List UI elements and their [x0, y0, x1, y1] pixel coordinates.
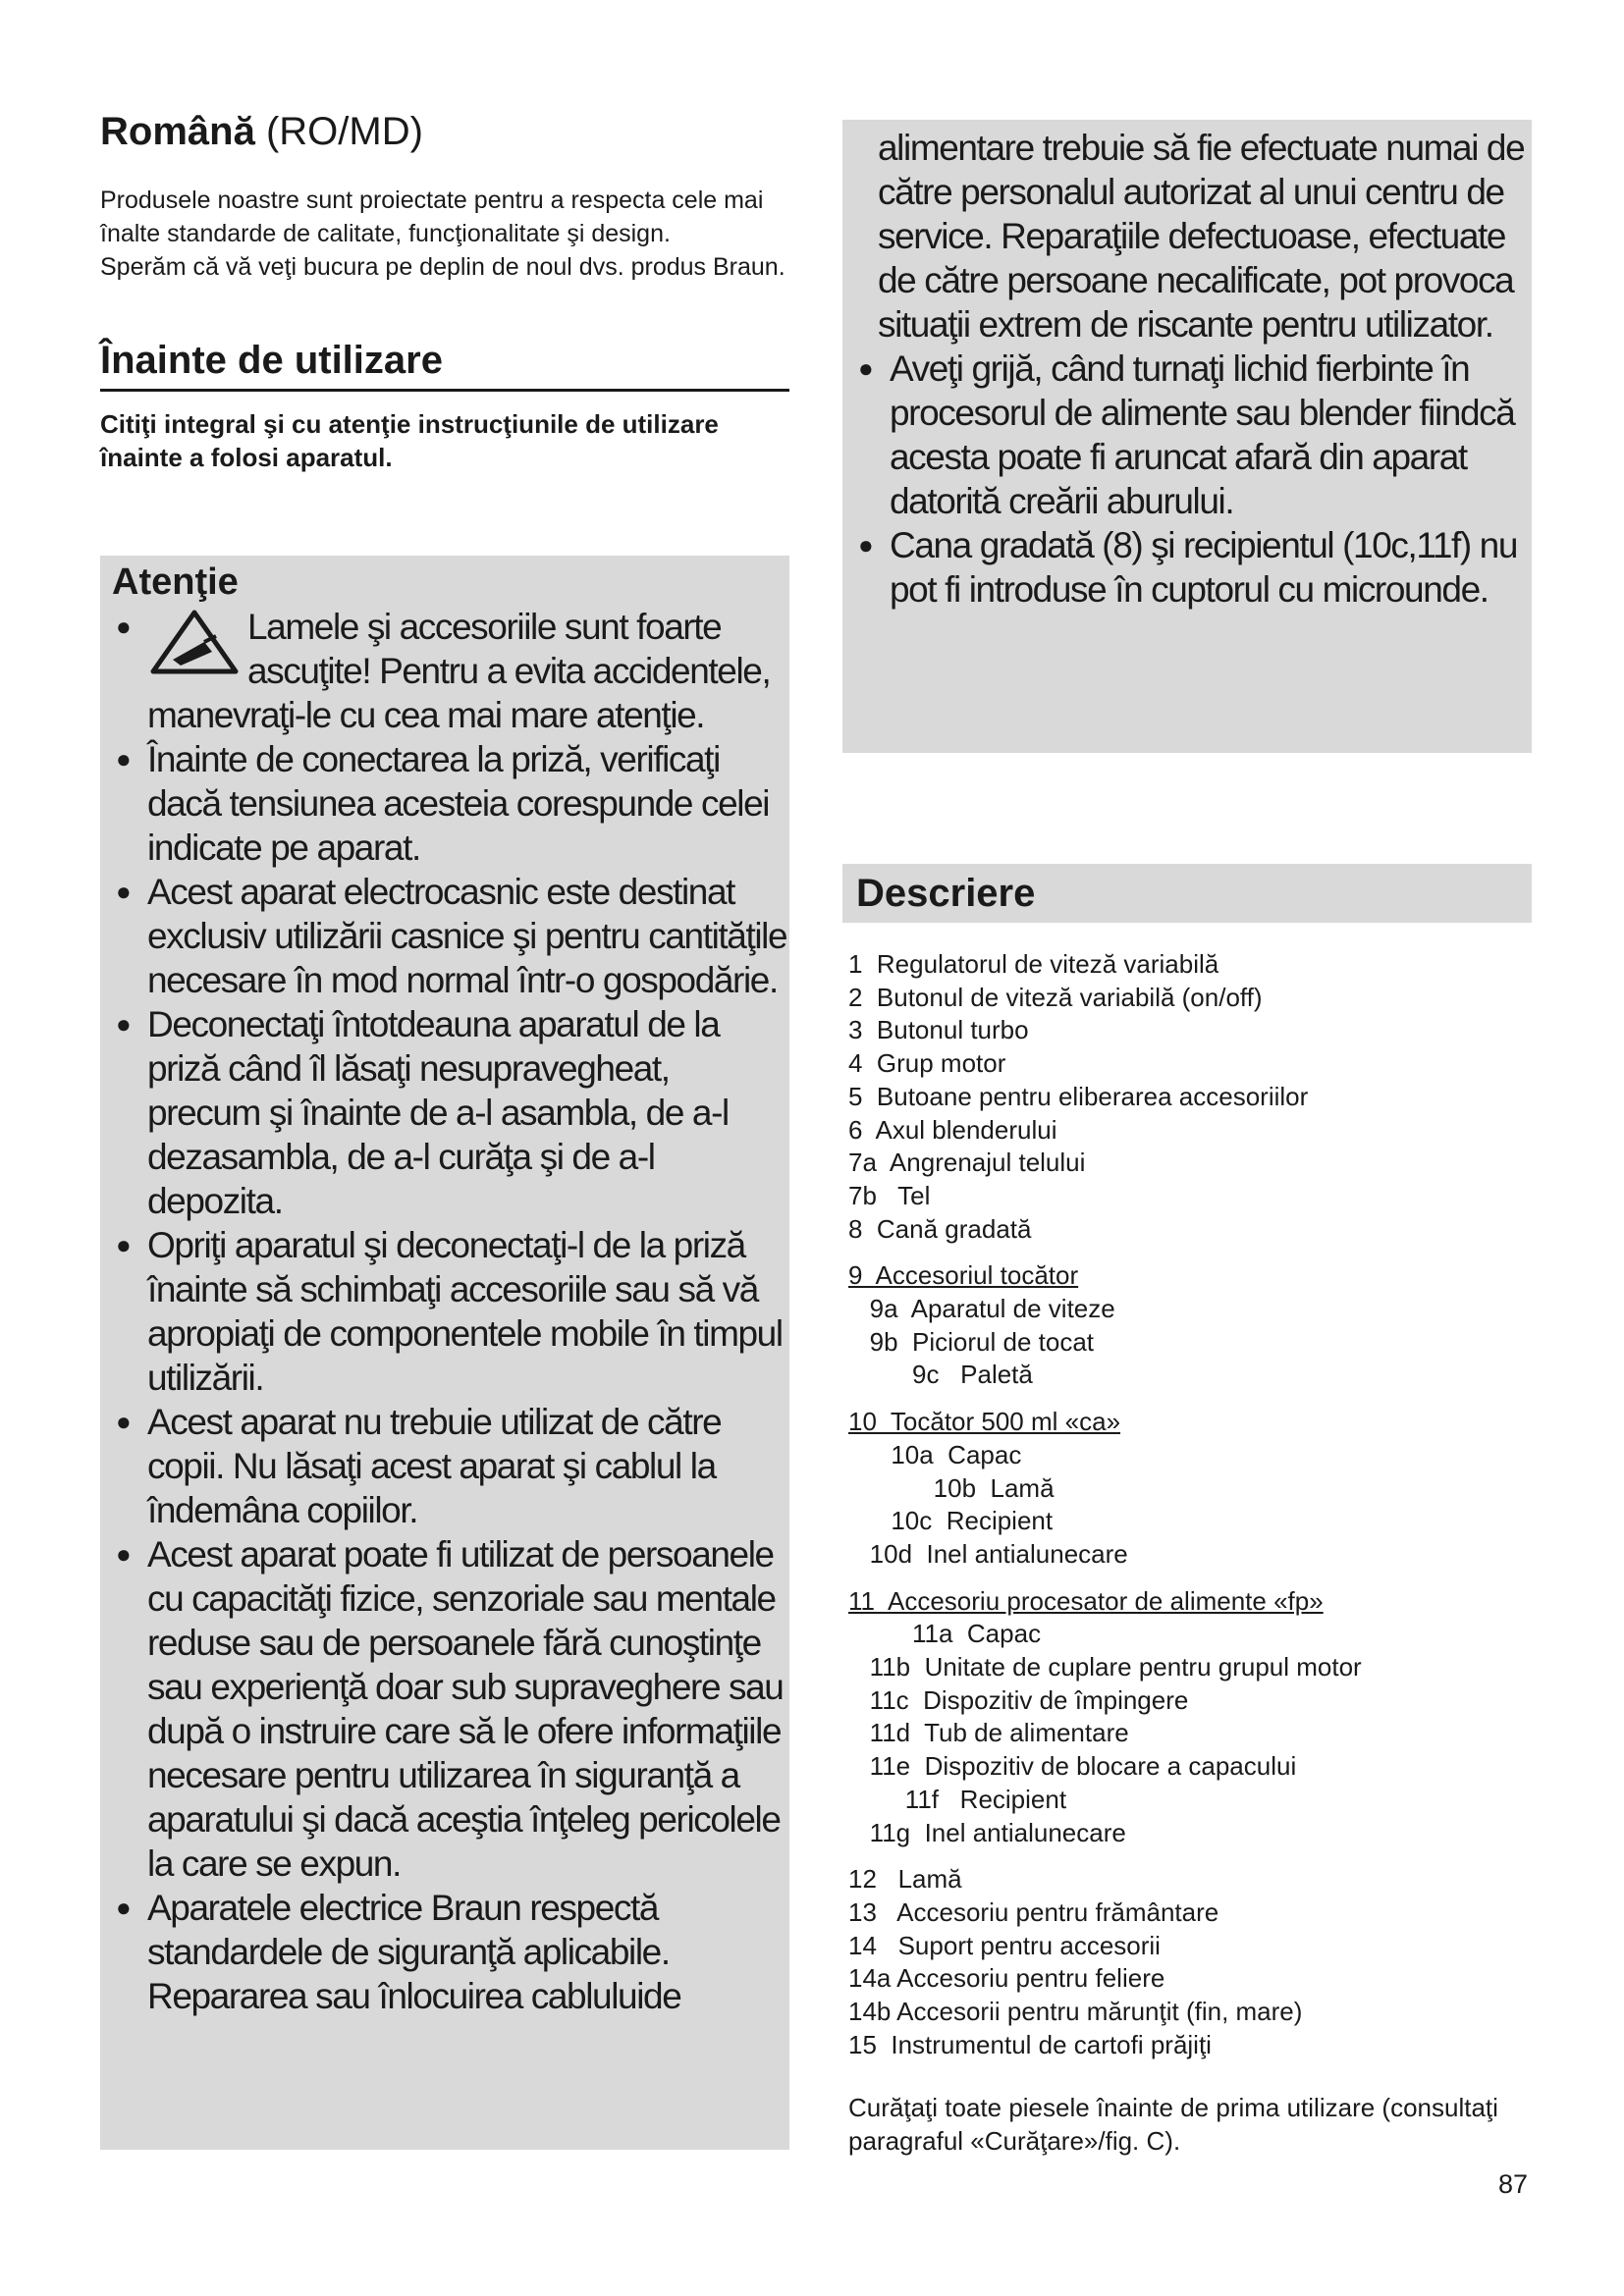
caution-item: ● Cana gradată (8) şi recipientul (10c,11f) nu pot fi introduse în cuptorul cu microunde. [854, 523, 1532, 612]
description-item: 11d Tub de alimentare [848, 1718, 1129, 1748]
caution-item: ● Deconectaţi întotdeauna aparatul de la priză când îl lăsaţi nesupravegheat, precum şi înainte de a-l asambla, de a-l dezasambla, de a-l curăţa şi de a-l depozita. [112, 1002, 789, 1223]
description-item: 5 Butoane pentru eliberarea accesoriilor [848, 1081, 1309, 1111]
description-item: 7b Tel [848, 1180, 931, 1210]
left-column [100, 110, 789, 474]
description-header [842, 864, 1532, 923]
caution-item [112, 605, 789, 737]
before-use-heading: Înainte de utilizare [100, 339, 789, 392]
description-item: 14b Accesorii pentru mărunţit (fin, mare) [848, 1997, 1303, 2027]
description-item: 14a Accesoriu pentru feliere [848, 1963, 1165, 1994]
description-item: 11a Capac [848, 1619, 1042, 1649]
sharp-blade-warning-icon [147, 609, 242, 677]
caution-continued-list [854, 126, 1532, 612]
description-item: 15 Instrumentul de cartofi prăjiţi [848, 2029, 1212, 2059]
caution-item: ● Acest aparat poate fi utilizat de persoanele cu capacităţi fizice, senzoriale sau mentale reduse sau de persoanele fără cunoştinţe sau experienţă doar sub supraveghere sau după o instruire care să le ofere informaţiile necesare pentru utilizarea în siguranţă a aparatului şi dacă aceştia înţeleg pericolele la care se expun. [112, 1532, 789, 1886]
caution-continued-box [842, 120, 1532, 753]
caution-item: ● Aparatele electrice Braun respectă standardele de siguranţă aplicabile. Repararea sau înlocuirea cabluluide [112, 1886, 789, 2018]
description-group-heading: 11 Accesoriu procesator de alimente «fp» [848, 1585, 1324, 1616]
caution-list [112, 605, 789, 2018]
before-use-note: Citiţi integral şi cu atenţie instrucţiunile de utilizare înainte a folosi aparatul. [100, 409, 719, 472]
description-item: 10b Lamă [848, 1472, 1055, 1503]
description-item: 8 Cană gradată [848, 1213, 1032, 1244]
description-item: 14 Suport pentru accesorii [848, 1930, 1161, 1960]
description-item: 11f Recipient [848, 1784, 1067, 1814]
description-item: 9a Aparatul de viteze [848, 1294, 1115, 1324]
description-item: 3 Butonul turbo [848, 1015, 1029, 1045]
description-title: Descriere [856, 872, 1036, 915]
caution-item-1-rest: foarte ascuţite! Pentru a evita accidentele, manevraţi-le cu cea mai mare atenţie. [147, 607, 771, 735]
description-item: 10a Capac [848, 1439, 1022, 1469]
caution-item: ● Opriţi aparatul şi deconectaţi-l de la priză înainte să schimbaţi accesoriile sau să vă apropiaţi de componentele mobile în timpul utilizării. [112, 1223, 789, 1400]
caution-title: Atenţie [112, 561, 239, 603]
description-item: 12 Lamă [848, 1864, 962, 1895]
caution-item: ● Înainte de conectarea la priză, verificaţi dacă tensiunea acesteia corespunde celei indicate pe aparat. [112, 737, 789, 870]
caution-continuation-text: alimentare trebuie să fie efectuate numai de către personalul autorizat al unui centru de service. Reparaţiile defectuoase, efectuate de către persoane necalificate, pot provoca situaţii extrem de riscante pentru utilizator. [878, 128, 1525, 345]
description-item: 9c Paletă [848, 1360, 1033, 1390]
description-item: 2 Butonul de viteză variabilă (on/off) [848, 982, 1263, 1012]
description-item: 11g Inel antialunecare [848, 1817, 1126, 1847]
page-number: 87 [1498, 2169, 1529, 2199]
caution-item: ● Acest aparat electrocasnic este destinat exclusiv utilizării casnice şi pentru cantităţile necesare în mod normal într-o gospodărie. [112, 870, 789, 1002]
description-item: 9b Piciorul de tocat [848, 1326, 1095, 1357]
caution-box [100, 556, 789, 2150]
description-item: 11b Unitate de cuplare pentru grupul motor [848, 1652, 1362, 1682]
cleaning-note: Curăţaţi toate piesele înainte de prima utilizare (consultaţi paragraful «Curăţare»/fig. C). [848, 2093, 1498, 2156]
description-item: 4 Grup motor [848, 1048, 1006, 1079]
description-item: 7a Angrenajul telului [848, 1148, 1086, 1178]
description-group-heading: 10 Tocător 500 ml «ca» [848, 1407, 1121, 1437]
description-item: 11e Dispozitiv de blocare a capacului [848, 1751, 1297, 1782]
description-item: 1 Regulatorul de viteză variabilă [848, 949, 1219, 979]
caution-item: ● Acest aparat nu trebuie utilizat de către copii. Nu lăsaţi acest aparat şi cablul la îndemâna copiilor. [112, 1400, 789, 1532]
caution-item: ● Aveţi grijă, când turnaţi lichid fierbinte în procesorul de alimente sau blender fiindcă acesta poate fi aruncat afară din aparat datorită creării aburului. [854, 347, 1532, 523]
intro-paragraph-1: Produsele noastre sunt proiectate pentru a respecta cele mai înalte standarde de calitate, funcţionalitate şi design. [100, 187, 764, 247]
description-group-heading: 9 Accesoriul tocător [848, 1260, 1079, 1291]
caution-item-1-lead: Lamele şi accesoriile sunt [247, 607, 636, 647]
intro-text [100, 184, 789, 284]
description-item: 6 Axul blenderului [848, 1114, 1057, 1145]
description-item: 10d Inel antialunecare [848, 1538, 1128, 1569]
description-item: 11c Dispozitiv de împingere [848, 1684, 1189, 1715]
description-item: 10c Recipient [848, 1506, 1054, 1536]
description-list [848, 948, 1536, 2062]
language-title: Română (RO/MD) [100, 110, 423, 153]
intro-paragraph-2: Sperăm că vă veţi bucura pe deplin de noul dvs. produs Braun. [100, 253, 785, 281]
description-item: 13 Accesoriu pentru frământare [848, 1896, 1219, 1927]
